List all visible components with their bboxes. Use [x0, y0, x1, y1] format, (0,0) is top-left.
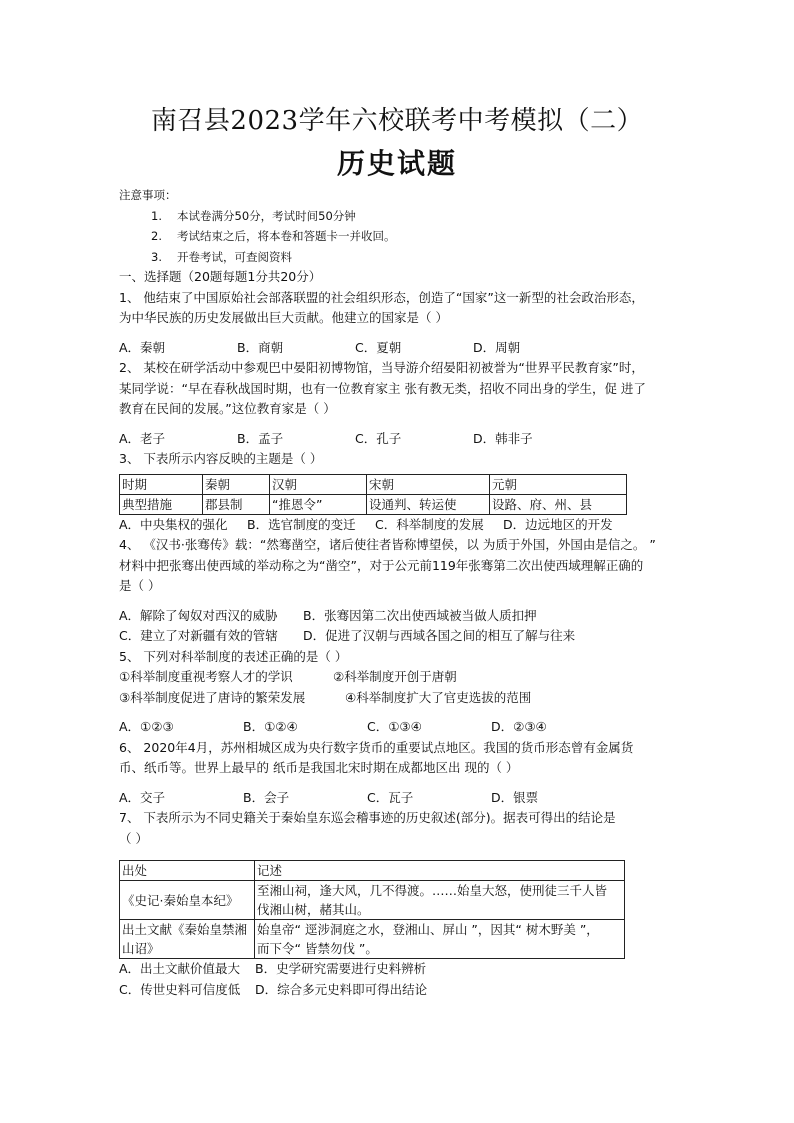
option-d: D．综合多元史料即可得出结论	[255, 981, 428, 997]
table-cell: 典型措施	[120, 494, 203, 514]
question-7-options	[119, 959, 679, 980]
question-7-table	[119, 860, 625, 959]
exam-title: 南召县2023学年六校联考中考模拟（二）	[150, 106, 644, 136]
question-3-options	[119, 515, 679, 536]
question-3-stem: 3、 下表所示内容反映的主题是（ ）	[119, 451, 323, 466]
question-1-stem: 1、 他结束了中国原始社会部落联盟的社会组织形态，创造了“国家”这一新型的社会政治形态，	[119, 289, 644, 305]
exam-subtitle: 历史试题	[336, 147, 457, 180]
section-title: 一、选择题（20题每题1分共20分）	[119, 269, 322, 284]
table-cell: 秦朝	[203, 474, 270, 494]
question-2-stem-cont: 某同学说：“早在春秋战国时期，也有一位教育家主 张有教无类，招收不同出身的学生，促 进了	[119, 380, 646, 396]
option-b: B．张骞因第二次出使西域被当做人质扣押	[303, 607, 537, 623]
question-6-stem-cont: 币、纸币等。世界上最早的 纸币是我国北宋时期在成都地区出 现的（ ）	[119, 760, 519, 775]
question-5-stem: 5、 下列对科举制度的表述正确的是（ ）	[119, 648, 348, 664]
option-b: B．商朝	[237, 339, 284, 355]
table-cell: 至湘山祠，逢大风，几不得渡。……始皇大怒，使刑徒三千人皆 伐湘山树，赭其山。	[255, 881, 625, 920]
option-c: C．孔子	[355, 430, 402, 446]
table-cell: 《史记·秦始皇本纪》	[120, 881, 255, 920]
option-d: D．②③④	[491, 719, 547, 734]
question-2-stem-cont: 教育在民间的发展。”这位教育家是（ ）	[119, 401, 336, 416]
table-row	[120, 494, 627, 514]
question-4-stem-cont: 是（ ）	[119, 578, 161, 593]
option-c: C．科举制度的发展	[375, 516, 484, 532]
question-4-options	[119, 626, 679, 647]
option-d: D．银票	[491, 789, 539, 805]
option-a: A．秦朝	[119, 339, 166, 355]
table-cell: 设路、府、州、县	[490, 494, 627, 514]
statement-1: ①科举制度重视考察人才的学识	[119, 669, 293, 684]
option-d: D．周朝	[473, 339, 521, 355]
table-cell: 宋朝	[367, 474, 490, 494]
table-header-row	[120, 861, 625, 881]
option-c: C．建立了对新疆有效的管辖	[119, 628, 278, 643]
option-a: A．解除了匈奴对西汉的威胁	[119, 607, 278, 623]
question-2-stem: 2、 某校在研学活动中参观巴中晏阳初博物馆，当导游介绍晏阳初被誉为“世界平民教育家”时，	[119, 360, 644, 375]
option-d: D．韩非子	[473, 430, 533, 446]
question-1-options	[119, 338, 679, 359]
notice-item: 3. 开卷考试，可查阅资料	[151, 249, 292, 264]
option-b: B．孟子	[237, 430, 284, 446]
statement-4: ④科举制度扩大了官吏选拔的范围	[345, 689, 532, 705]
option-a: A．老子	[119, 430, 166, 446]
question-1-stem-cont: 为中华民族的历史发展做出巨大贡献。他建立的国家是（ ）	[119, 310, 448, 325]
option-b: B．①②④	[243, 719, 298, 734]
table-cell: “推恩令”	[270, 494, 367, 514]
table-cell: 元朝	[490, 474, 627, 494]
notice-item: 1. 本试卷满分50分，考试时间50分钟	[151, 208, 356, 223]
table-cell: 郡县制	[203, 494, 270, 514]
question-4-stem-cont: 材料中把张骞出使西域的举动称之为“凿空”，对于公元前119年张骞第二次出使西域理解正确的	[119, 557, 644, 573]
table-cell: 时期	[120, 474, 203, 494]
table-cell: 记述	[255, 861, 625, 881]
question-7-stem-cont: （ ）	[119, 830, 148, 846]
table-cell: 始皇帝“ 逕涉洞庭之水，登湘山、屏山 ”，因其“ 树木野美 ”， 而下令“ 皆禁勿伐 ”。	[255, 920, 625, 959]
table-cell: 汉朝	[270, 474, 367, 494]
option-d: D．边远地区的开发	[503, 516, 613, 532]
question-7-options	[119, 980, 679, 1001]
question-7-stem: 7、 下表所示为不同史籍关于秦始皇东巡会稽事迹的历史叙述(部分)。据表可得出的结论是	[119, 810, 616, 825]
option-a: A．①②③	[119, 719, 174, 734]
question-4-options	[119, 606, 679, 627]
question-3-table	[119, 474, 627, 515]
table-cell: 出土文献《秦始皇禁湘 山诏》	[120, 920, 255, 959]
question-5-options	[119, 717, 679, 738]
exam-content	[119, 185, 679, 1000]
option-b: B．史学研究需要进行史料辨析	[255, 961, 427, 976]
table-row	[120, 920, 625, 959]
option-c: C．传世史料可信度低	[119, 981, 241, 997]
table-header-row	[120, 474, 627, 494]
question-5-items	[119, 688, 679, 709]
question-6-stem: 6、 2020年4月，苏州相城区成为央行数字货币的重要试点地区。我国的货币形态曾有金属货	[119, 739, 634, 755]
option-a: A．中央集权的强化	[119, 516, 228, 532]
option-d: D．促进了汉朝与西域各国之间的相互了解与往来	[303, 628, 576, 643]
table-cell: 设通判、转运使	[367, 494, 490, 514]
table-cell: 出处	[120, 861, 255, 881]
question-4-stem: 4、 《汉书·张骞传》载：“然骞凿空，诸后使往者皆称博望侯，以 为质于外国，外国由是信之。 ”	[119, 537, 656, 552]
option-a: A．交子	[119, 789, 166, 805]
option-a: A．出土文献价值最大	[119, 961, 241, 976]
statement-3: ③科举制度促进了唐诗的繁荣发展	[119, 689, 306, 705]
question-6-options	[119, 788, 679, 809]
option-b: B．会子	[243, 789, 290, 805]
question-2-options	[119, 429, 679, 450]
table-row	[120, 881, 625, 920]
question-5-items	[119, 667, 679, 688]
option-c: C．①③④	[367, 719, 422, 734]
notice-title: 注意事项：	[119, 188, 177, 202]
option-c: C．夏朝	[355, 339, 402, 355]
statement-2: ②科举制度开创于唐朝	[333, 669, 457, 684]
option-b: B．选官制度的变迁	[247, 516, 356, 532]
notice-item: 2. 考试结束之后，将本卷和答题卡一并收回。	[151, 229, 396, 243]
option-c: C．瓦子	[367, 789, 414, 805]
